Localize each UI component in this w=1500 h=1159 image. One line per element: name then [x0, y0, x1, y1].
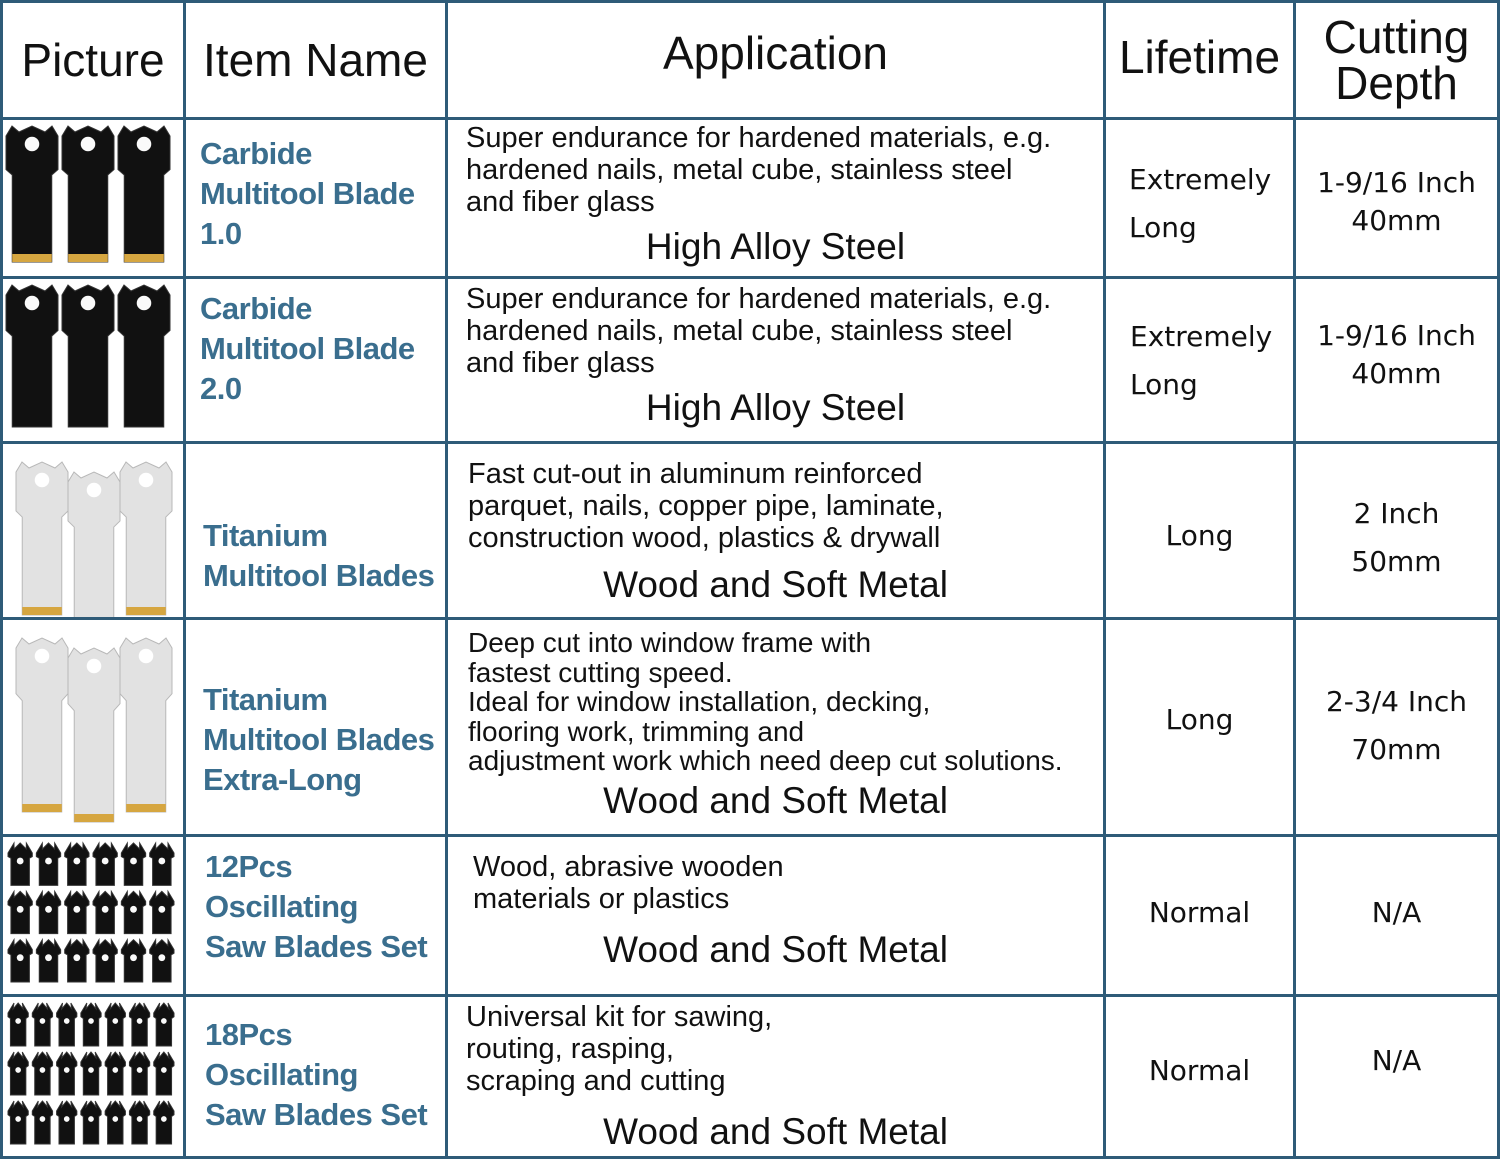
header-application-label: Application: [662, 27, 889, 79]
lifetime-value: Extremely Long: [1129, 163, 1272, 244]
application-description: Universal kit for sawing, routing, rasping, scraping and cutting: [466, 1001, 773, 1097]
blade-graphic: [57, 1052, 77, 1095]
blade-graphic: [129, 1003, 149, 1046]
blade-graphic: [121, 940, 145, 982]
blade-graphic: [81, 1052, 101, 1095]
lifetime-value: Long: [1165, 519, 1234, 552]
blade-graphic: [68, 648, 120, 822]
blade-graphic: [16, 462, 68, 615]
blade-image: [4, 444, 183, 617]
blade-graphic: [81, 1101, 101, 1144]
blade-graphic: [36, 843, 60, 885]
table-row: [0, 997, 1500, 1156]
blade-graphic: [6, 126, 58, 262]
blade-graphic: [68, 472, 120, 617]
blade-graphic: [154, 1052, 174, 1095]
blade-image: [4, 997, 183, 1156]
cutting-depth-value: 2-3/4 Inch 70mm: [1325, 685, 1468, 766]
lifetime-value: Normal: [1148, 896, 1251, 929]
product-picture: [4, 279, 183, 441]
blade-graphic: [150, 843, 174, 885]
blade-image: [4, 837, 183, 994]
blade-graphic: [65, 940, 89, 982]
header-picture-label: Picture: [21, 34, 165, 86]
blade-graphic: [8, 891, 32, 933]
material-label: Wood and Soft Metal: [603, 780, 948, 821]
material-label: High Alloy Steel: [645, 226, 906, 267]
material-label: High Alloy Steel: [645, 387, 906, 428]
blade-graphic: [118, 126, 170, 262]
cutting-depth-value: 1-9/16 Inch 40mm: [1317, 166, 1476, 237]
product-picture: [4, 997, 183, 1156]
application-cell: [448, 837, 1103, 994]
item-name: Carbide Multitool Blade 1.0: [200, 136, 415, 251]
header-item-name: [186, 3, 445, 117]
blade-graphic: [62, 126, 114, 262]
application-cell: [448, 620, 1103, 834]
blade-graphic: [36, 940, 60, 982]
header-item-name-label: Item Name: [203, 34, 428, 86]
cutting-depth-value: 1-9/16 Inch 40mm: [1317, 319, 1476, 390]
application-description: Wood, abrasive wooden materials or plastics: [473, 851, 784, 915]
lifetime-value: Long: [1165, 703, 1234, 736]
blade-graphic: [93, 891, 117, 933]
blade-graphic: [81, 1003, 101, 1046]
table-row: [0, 279, 1500, 441]
blade-graphic: [154, 1003, 174, 1046]
blade-graphic: [121, 843, 145, 885]
application-cell: [448, 279, 1103, 441]
item-name: 18Pcs Oscillating Saw Blades Set: [205, 1017, 428, 1132]
blade-graphic: [154, 1101, 174, 1144]
blade-graphic: [105, 1101, 125, 1144]
application-description: Super endurance for hardened materials, e.g. hardened nails, metal cube, stainless steel and fiber glass: [466, 283, 1052, 379]
blade-graphic: [105, 1003, 125, 1046]
blade-image: [4, 279, 183, 441]
product-picture: [4, 620, 183, 834]
blade-graphic: [8, 1101, 28, 1144]
table-row: [0, 837, 1500, 994]
table-row: [0, 444, 1500, 617]
blade-graphic: [8, 940, 32, 982]
application-description: Fast cut-out in aluminum reinforced parquet, nails, copper pipe, laminate, construction wood, plastics & drywall: [468, 458, 944, 554]
cutting-depth-value: N/A: [1371, 896, 1422, 929]
header-lifetime-label: Lifetime: [1118, 31, 1281, 83]
blade-graphic: [57, 1003, 77, 1046]
product-picture: [4, 837, 183, 994]
blade-graphic: [105, 1052, 125, 1095]
header-lifetime: [1106, 3, 1293, 111]
blade-graphic: [6, 285, 58, 427]
cutting-depth-value: N/A: [1371, 1044, 1422, 1077]
cutting-depth-value: 2 Inch 50mm: [1351, 497, 1442, 578]
blade-graphic: [16, 638, 68, 812]
lifetime-value: Normal: [1148, 1054, 1251, 1087]
product-picture: [4, 120, 183, 276]
item-name: Titanium Multitool Blades: [203, 518, 435, 593]
product-picture: [4, 444, 183, 617]
blade-graphic: [65, 891, 89, 933]
header-application: [448, 3, 1103, 103]
blade-graphic: [8, 1003, 28, 1046]
material-label: Wood and Soft Metal: [603, 929, 948, 970]
blade-graphic: [120, 462, 172, 615]
blade-graphic: [62, 285, 114, 427]
blade-graphic: [8, 843, 32, 885]
blade-graphic: [129, 1052, 149, 1095]
blade-graphic: [93, 940, 117, 982]
table-row: [0, 120, 1500, 276]
material-label: Wood and Soft Metal: [603, 1111, 948, 1152]
item-name: Carbide Multitool Blade 2.0: [200, 291, 415, 406]
blade-graphic: [121, 891, 145, 933]
blade-graphic: [65, 843, 89, 885]
table-row: [0, 620, 1500, 834]
blade-graphic: [150, 891, 174, 933]
blade-graphic: [32, 1052, 52, 1095]
material-label: Wood and Soft Metal: [603, 564, 948, 605]
blade-graphic: [118, 285, 170, 427]
lifetime-value: Extremely Long: [1130, 320, 1273, 401]
blade-graphic: [32, 1003, 52, 1046]
item-name: 12Pcs Oscillating Saw Blades Set: [205, 849, 428, 964]
blade-graphic: [8, 1052, 28, 1095]
header-picture: [3, 3, 183, 117]
blade-image: [4, 620, 183, 834]
blade-graphic: [120, 638, 172, 812]
blade-graphic: [36, 891, 60, 933]
application-cell: [448, 444, 1103, 617]
header-cutting-depth-label: Cutting Depth: [1323, 11, 1470, 109]
item-name: Titanium Multitool Blades Extra-Long: [203, 682, 435, 797]
application-cell: [448, 997, 1103, 1156]
application-cell: [448, 120, 1103, 276]
blade-image: [4, 120, 183, 276]
blade-graphic: [129, 1101, 149, 1144]
blade-graphic: [32, 1101, 52, 1144]
blade-graphic: [93, 843, 117, 885]
application-description: Deep cut into window frame with fastest cutting speed. Ideal for window installation, decking, flooring work, trimming and adjustment work which need deep cut solutions.: [468, 627, 1063, 776]
blade-graphic: [150, 940, 174, 982]
blade-graphic: [57, 1101, 77, 1144]
application-description: Super endurance for hardened materials, e.g. hardened nails, metal cube, stainless steel and fiber glass: [466, 122, 1052, 218]
header-cutting-depth: [1296, 3, 1497, 117]
